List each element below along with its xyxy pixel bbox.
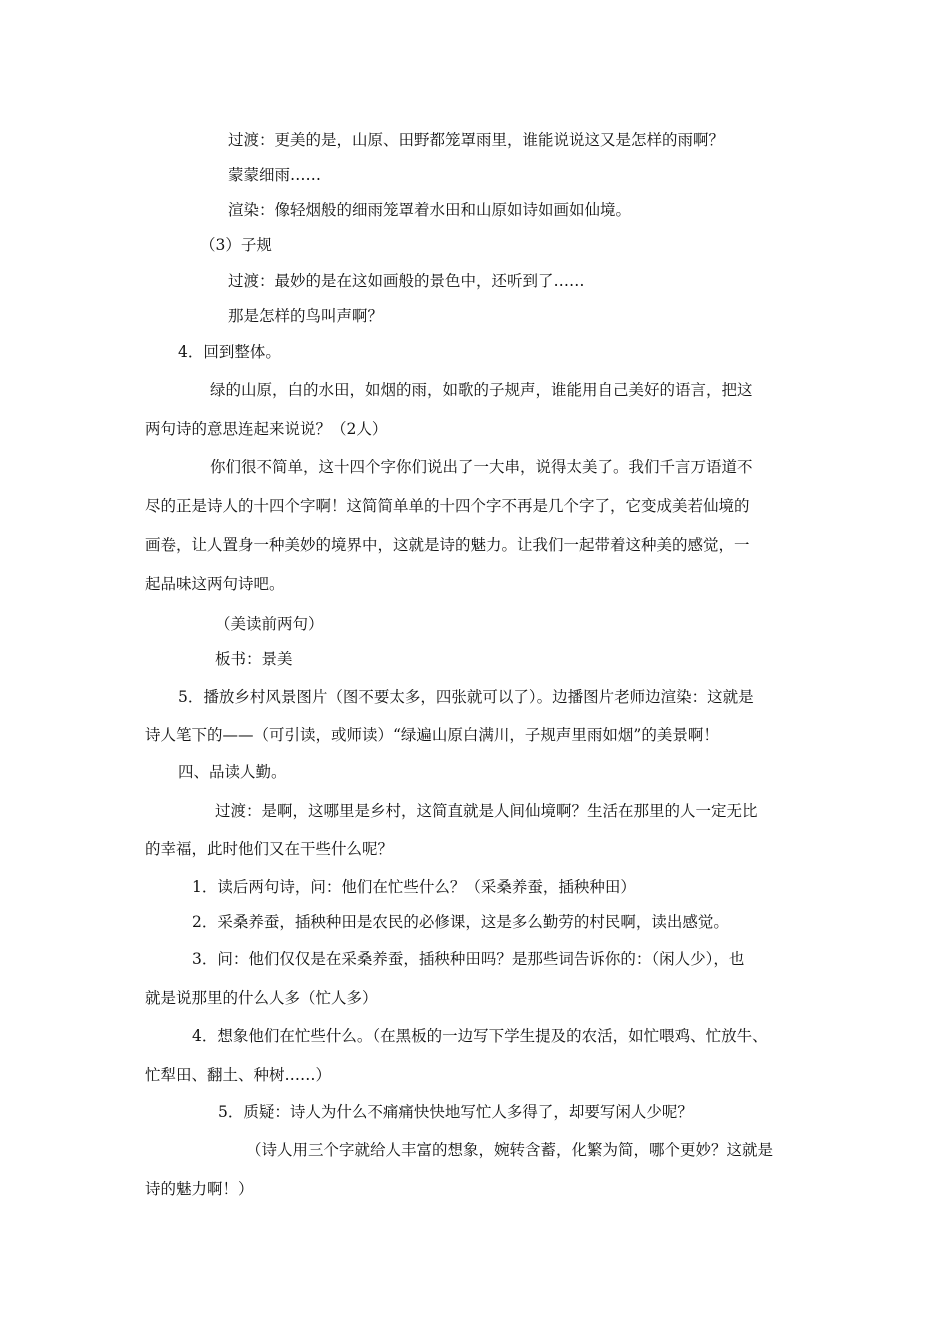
paragraph-line: 渲染：像轻烟般的细雨笼罩着水田和山原如诗如画如仙境。 (228, 201, 632, 219)
paragraph-line: 板书：景美 (215, 650, 293, 668)
section-heading: （3）子规 (200, 236, 272, 254)
paragraph-line: 忙犁田、翻土、种树……） (145, 1066, 332, 1084)
section-heading: 四、品读人勤。 (178, 763, 287, 781)
list-item: 1．读后两句诗，问：他们在忙些什么？（采桑养蚕，插秧种田） (192, 878, 636, 896)
paragraph-line: 蒙蒙细雨…… (228, 166, 322, 184)
paragraph-line: 尽的正是诗人的十四个字啊！这简简单单的十四个字不再是几个字了，它变成美若仙境的 (145, 497, 750, 515)
list-item: 3．问：他们仅仅是在采桑养蚕，插秧种田吗？是那些词告诉你的：（闲人少），也 (192, 950, 745, 968)
paragraph-line: 绿的山原，白的水田，如烟的雨，如歌的子规声，谁能用自己美好的语言，把这 (210, 381, 753, 399)
paragraph-line: 画卷，让人置身一种美妙的境界中，这就是诗的魅力。让我们一起带着这种美的感觉，一 (145, 536, 750, 554)
paragraph-line: 过渡：最妙的是在这如画般的景色中，还听到了…… (228, 272, 585, 290)
paragraph-line: 5．播放乡村风景图片（图不要太多，四张就可以了）。边播图片老师边渲染：这就是 (178, 688, 754, 706)
paragraph-line: 过渡：更美的是，山原、田野都笼罩雨里，谁能说说这又是怎样的雨啊？ (228, 131, 725, 149)
paragraph-line: 诗人笔下的——（可引读，或师读）“绿遍山原白满川，子规声里雨如烟”的美景啊！ (145, 726, 719, 744)
paragraph-line: 两句诗的意思连起来说说？（2人） (145, 420, 388, 438)
list-item: 4．想象他们在忙些什么。（在黑板的一边写下学生提及的农活，如忙喂鸡、忙放牛、 (192, 1027, 768, 1045)
list-item: 2．采桑养蚕，插秧种田是农民的必修课，这是多么勤劳的村民啊，读出感觉。 (192, 913, 729, 931)
paragraph-line: 的幸福，此时他们又在干些什么呢？ (145, 840, 394, 858)
list-item: 5．质疑：诗人为什么不痛痛快快地写忙人多得了，却要写闲人少呢？ (218, 1103, 693, 1121)
section-heading: 4．回到整体。 (178, 343, 281, 361)
paragraph-line: 你们很不简单，这十四个字你们说出了一大串，说得太美了。我们千言万语道不 (210, 458, 753, 476)
paragraph-line: （美读前两句） (215, 615, 324, 633)
paragraph-line: 起品味这两句诗吧。 (145, 575, 285, 593)
paragraph-line: 那是怎样的鸟叫声啊？ (228, 307, 384, 325)
paragraph-line: 过渡：是啊，这哪里是乡村，这简直就是人间仙境啊？生活在那里的人一定无比 (215, 802, 758, 820)
paragraph-line: （诗人用三个字就给人丰富的想象，婉转含蓄，化繁为简，哪个更妙？这就是 (246, 1141, 774, 1159)
paragraph-line: 诗的魅力啊！） (145, 1180, 254, 1198)
paragraph-line: 就是说那里的什么人多（忙人多） (145, 989, 378, 1007)
